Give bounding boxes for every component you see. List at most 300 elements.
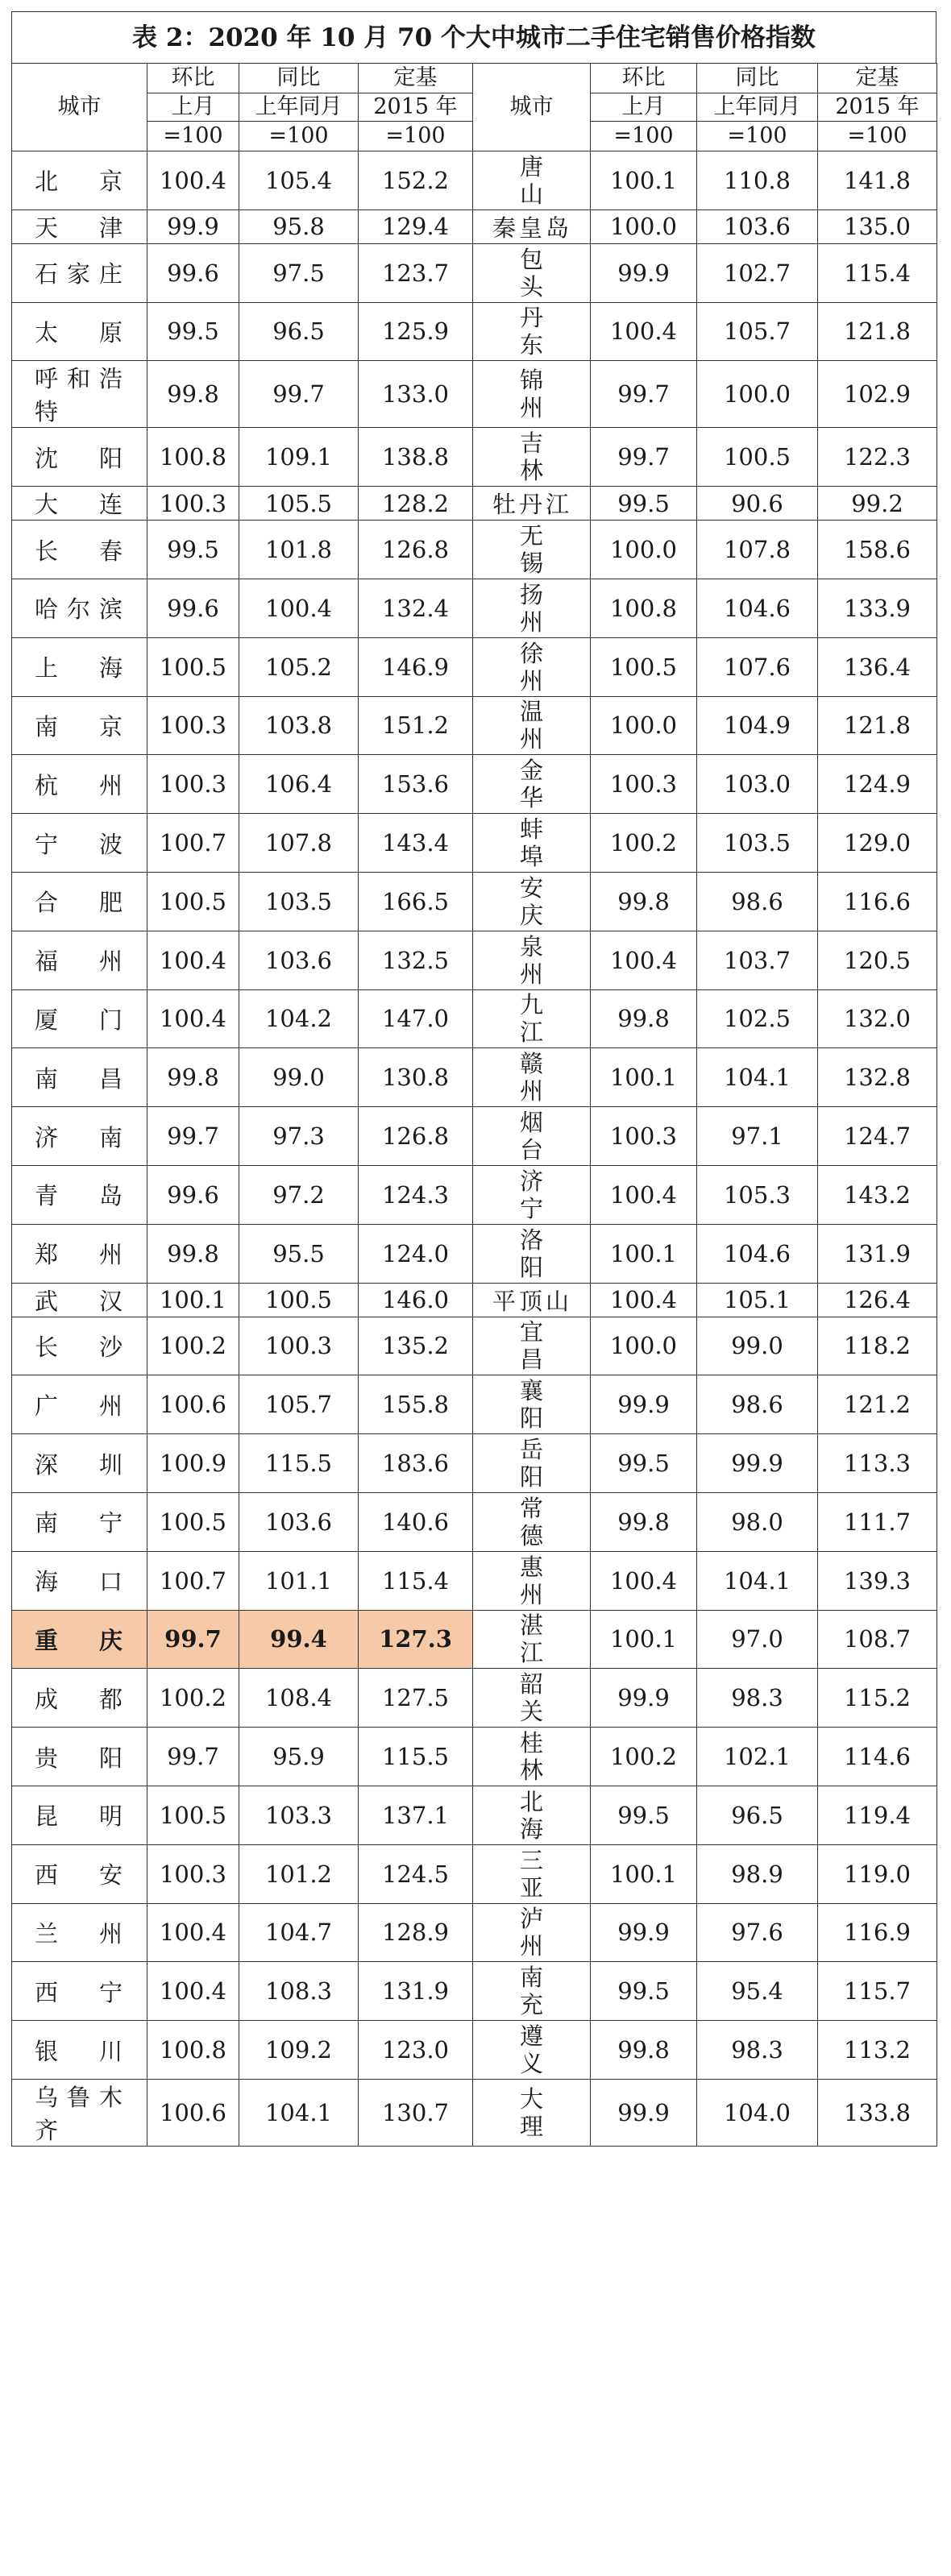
table-row xyxy=(12,931,937,989)
city-name-left: 长沙 xyxy=(12,1317,147,1375)
city-name-left: 哈尔滨 xyxy=(12,579,147,637)
base-value-right: 124.9 xyxy=(818,755,937,814)
yoy-value-right: 104.9 xyxy=(697,696,818,755)
base-value-left: 183.6 xyxy=(359,1434,473,1493)
mom-value-left: 99.8 xyxy=(147,1224,239,1283)
city-name-text: 济宁 xyxy=(519,1167,543,1222)
base-value-right: 113.2 xyxy=(818,2021,937,2080)
yoy-value-right: 97.0 xyxy=(697,1610,818,1669)
header-yoy-sub1-left: 上年同月 xyxy=(239,93,359,122)
city-name-text: 唐山 xyxy=(519,152,543,208)
city-name-left: 广州 xyxy=(12,1375,147,1434)
city-name-right xyxy=(473,1669,591,1728)
mom-value-right: 99.5 xyxy=(591,1786,697,1844)
base-value-right: 113.3 xyxy=(818,1434,937,1493)
base-value-left: 124.3 xyxy=(359,1165,473,1224)
document-sheet xyxy=(11,11,936,2564)
city-name-left: 厦门 xyxy=(12,989,147,1048)
table-row xyxy=(12,1962,937,2021)
yoy-value-left: 109.1 xyxy=(239,428,359,487)
mom-value-right: 100.1 xyxy=(591,1224,697,1283)
city-name-left: 南宁 xyxy=(12,1492,147,1551)
city-name-text: 蚌埠 xyxy=(519,815,543,871)
mom-value-left: 99.7 xyxy=(147,1610,239,1669)
mom-value-right: 100.4 xyxy=(591,1551,697,1610)
city-name-right xyxy=(473,243,591,302)
mom-value-right: 100.4 xyxy=(591,1283,697,1317)
mom-value-right: 99.5 xyxy=(591,487,697,521)
city-name-right xyxy=(473,1492,591,1551)
yoy-value-left: 105.4 xyxy=(239,151,359,210)
city-name-left: 重庆 xyxy=(12,1610,147,1669)
header-yoy-sub1-right: 上年同月 xyxy=(697,93,818,122)
yoy-value-left: 95.8 xyxy=(239,209,359,243)
header-base-sub1-right: 2015 年 xyxy=(818,93,937,122)
mom-value-left: 99.6 xyxy=(147,243,239,302)
city-name-left: 福州 xyxy=(12,931,147,989)
base-value-left: 138.8 xyxy=(359,428,473,487)
table-row xyxy=(12,1283,937,1317)
base-value-right: 124.7 xyxy=(818,1107,937,1166)
mom-value-left: 99.6 xyxy=(147,579,239,637)
city-name-right xyxy=(473,2079,591,2146)
mom-value-right: 99.9 xyxy=(591,1669,697,1728)
city-name-text: 洛阳 xyxy=(519,1226,543,1281)
mom-value-left: 100.5 xyxy=(147,637,239,696)
yoy-value-left: 104.7 xyxy=(239,1903,359,1962)
city-name-left: 深圳 xyxy=(12,1434,147,1493)
table-row xyxy=(12,1434,937,1493)
mom-value-right: 99.7 xyxy=(591,428,697,487)
yoy-value-right: 103.0 xyxy=(697,755,818,814)
header-base-right: 定基 xyxy=(818,64,937,93)
city-name-text: 南充 xyxy=(519,1964,543,2019)
table-row xyxy=(12,521,937,579)
mom-value-left: 100.6 xyxy=(147,1375,239,1434)
yoy-value-right: 107.6 xyxy=(697,637,818,696)
mom-value-left: 100.4 xyxy=(147,151,239,210)
table-row xyxy=(12,814,937,873)
mom-value-left: 99.5 xyxy=(147,521,239,579)
header-yoy-right: 同比 xyxy=(697,64,818,93)
table-row xyxy=(12,243,937,302)
mom-value-right: 100.0 xyxy=(591,521,697,579)
base-value-right: 116.6 xyxy=(818,872,937,931)
yoy-value-right: 97.6 xyxy=(697,1903,818,1962)
city-name-text: 襄阳 xyxy=(519,1377,543,1433)
city-name-text: 泉州 xyxy=(519,932,543,988)
table-row xyxy=(12,1844,937,1903)
header-mom-sub2-right: =100 xyxy=(591,122,697,151)
city-name-text: 大理 xyxy=(519,2084,543,2140)
table-row xyxy=(12,1903,937,1962)
table-row xyxy=(12,1317,937,1375)
yoy-value-right: 104.0 xyxy=(697,2079,818,2146)
city-name-text: 丹东 xyxy=(519,304,543,359)
yoy-value-left: 104.2 xyxy=(239,989,359,1048)
base-value-right: 121.8 xyxy=(818,696,937,755)
base-value-left: 166.5 xyxy=(359,872,473,931)
city-name-right xyxy=(473,302,591,361)
table-row xyxy=(12,361,937,428)
city-name-right: 平顶山 xyxy=(473,1283,591,1317)
table-row xyxy=(12,1610,937,1669)
base-value-right: 131.9 xyxy=(818,1224,937,1283)
base-value-left: 143.4 xyxy=(359,814,473,873)
yoy-value-right: 105.7 xyxy=(697,302,818,361)
city-name-text: 锦州 xyxy=(519,367,543,422)
yoy-value-right: 98.6 xyxy=(697,872,818,931)
base-value-right: 139.3 xyxy=(818,1551,937,1610)
yoy-value-right: 103.7 xyxy=(697,931,818,989)
table-row xyxy=(12,637,937,696)
mom-value-right: 99.9 xyxy=(591,243,697,302)
city-name-text: 金华 xyxy=(519,757,543,812)
city-name-text: 无锡 xyxy=(519,522,543,578)
header-mom-sub1-right: 上月 xyxy=(591,93,697,122)
mom-value-left: 99.6 xyxy=(147,1165,239,1224)
mom-value-right: 100.4 xyxy=(591,302,697,361)
base-value-left: 133.0 xyxy=(359,361,473,428)
base-value-right: 116.9 xyxy=(818,1903,937,1962)
table-row xyxy=(12,2021,937,2080)
mom-value-left: 100.4 xyxy=(147,1903,239,1962)
header-yoy-left: 同比 xyxy=(239,64,359,93)
city-name-right xyxy=(473,1317,591,1375)
city-name-right xyxy=(473,151,591,210)
city-name-text: 湛江 xyxy=(519,1612,543,1667)
header-mom-sub1-left: 上月 xyxy=(147,93,239,122)
yoy-value-left: 101.2 xyxy=(239,1844,359,1903)
table-row xyxy=(12,1224,937,1283)
table-row xyxy=(12,1048,937,1107)
base-value-left: 124.5 xyxy=(359,1844,473,1903)
base-value-right: 111.7 xyxy=(818,1492,937,1551)
yoy-value-left: 115.5 xyxy=(239,1434,359,1493)
yoy-value-right: 105.3 xyxy=(697,1165,818,1224)
city-name-left: 兰州 xyxy=(12,1903,147,1962)
table-row xyxy=(12,487,937,521)
city-name-left: 杭州 xyxy=(12,755,147,814)
mom-value-right: 100.1 xyxy=(591,1048,697,1107)
header-yoy-sub2-left: =100 xyxy=(239,122,359,151)
mom-value-left: 100.5 xyxy=(147,1786,239,1844)
yoy-value-right: 103.6 xyxy=(697,209,818,243)
city-name-left: 石家庄 xyxy=(12,243,147,302)
yoy-value-right: 104.6 xyxy=(697,579,818,637)
table-row xyxy=(12,579,937,637)
mom-value-right: 100.0 xyxy=(591,1317,697,1375)
base-value-right: 115.2 xyxy=(818,1669,937,1728)
base-value-right: 126.4 xyxy=(818,1283,937,1317)
base-value-right: 99.2 xyxy=(818,487,937,521)
city-name-left: 武汉 xyxy=(12,1283,147,1317)
city-name-right xyxy=(473,1903,591,1962)
city-name-text: 遵义 xyxy=(519,2022,543,2077)
yoy-value-left: 106.4 xyxy=(239,755,359,814)
yoy-value-left: 101.1 xyxy=(239,1551,359,1610)
city-name-right xyxy=(473,696,591,755)
yoy-value-left: 103.6 xyxy=(239,931,359,989)
city-name-right xyxy=(473,521,591,579)
table-row xyxy=(12,2079,937,2146)
mom-value-right: 100.4 xyxy=(591,931,697,989)
yoy-value-right: 99.9 xyxy=(697,1434,818,1493)
table-row xyxy=(12,209,937,243)
base-value-right: 120.5 xyxy=(818,931,937,989)
base-value-left: 135.2 xyxy=(359,1317,473,1375)
table-row xyxy=(12,428,937,487)
yoy-value-right: 98.3 xyxy=(697,1669,818,1728)
mom-value-right: 99.9 xyxy=(591,1375,697,1434)
city-name-left: 长春 xyxy=(12,521,147,579)
yoy-value-right: 99.0 xyxy=(697,1317,818,1375)
base-value-left: 128.9 xyxy=(359,1903,473,1962)
mom-value-left: 100.2 xyxy=(147,1669,239,1728)
table-row xyxy=(12,1551,937,1610)
base-value-left: 130.7 xyxy=(359,2079,473,2146)
mom-value-left: 100.4 xyxy=(147,931,239,989)
city-name-text: 吉林 xyxy=(519,429,543,485)
yoy-value-left: 108.3 xyxy=(239,1962,359,2021)
header-base-sub2-left: =100 xyxy=(359,122,473,151)
yoy-value-left: 105.5 xyxy=(239,487,359,521)
city-name-right xyxy=(473,579,591,637)
base-value-right: 108.7 xyxy=(818,1610,937,1669)
mom-value-right: 100.3 xyxy=(591,755,697,814)
header-city-left: 城市 xyxy=(12,64,147,151)
base-value-left: 130.8 xyxy=(359,1048,473,1107)
city-name-text: 岳阳 xyxy=(519,1436,543,1491)
mom-value-right: 100.8 xyxy=(591,579,697,637)
city-name-left: 合肥 xyxy=(12,872,147,931)
base-value-right: 115.4 xyxy=(818,243,937,302)
yoy-value-left: 95.5 xyxy=(239,1224,359,1283)
base-value-left: 123.7 xyxy=(359,243,473,302)
city-name-text: 温州 xyxy=(519,698,543,753)
table-row xyxy=(12,151,937,210)
mom-value-left: 99.9 xyxy=(147,209,239,243)
city-name-left: 成都 xyxy=(12,1669,147,1728)
base-value-left: 152.2 xyxy=(359,151,473,210)
mom-value-left: 100.9 xyxy=(147,1434,239,1493)
price-index-table xyxy=(11,63,937,2147)
city-name-text: 惠州 xyxy=(519,1553,543,1608)
city-name-left: 呼和浩特 xyxy=(12,361,147,428)
mom-value-left: 100.1 xyxy=(147,1283,239,1317)
city-name-left: 北京 xyxy=(12,151,147,210)
yoy-value-left: 100.4 xyxy=(239,579,359,637)
header-base-sub1-left: 2015 年 xyxy=(359,93,473,122)
city-name-text: 徐州 xyxy=(519,639,543,695)
yoy-value-right: 104.6 xyxy=(697,1224,818,1283)
base-value-right: 132.0 xyxy=(818,989,937,1048)
yoy-value-right: 104.1 xyxy=(697,1048,818,1107)
yoy-value-left: 105.7 xyxy=(239,1375,359,1434)
city-name-right xyxy=(473,1610,591,1669)
city-name-left: 大连 xyxy=(12,487,147,521)
yoy-value-left: 99.0 xyxy=(239,1048,359,1107)
base-value-left: 146.0 xyxy=(359,1283,473,1317)
city-name-right: 牡丹江 xyxy=(473,487,591,521)
yoy-value-right: 105.1 xyxy=(697,1283,818,1317)
city-name-left: 南京 xyxy=(12,696,147,755)
base-value-left: 137.1 xyxy=(359,1786,473,1844)
base-value-left: 128.2 xyxy=(359,487,473,521)
header-mom-sub2-left: =100 xyxy=(147,122,239,151)
yoy-value-right: 102.7 xyxy=(697,243,818,302)
base-value-left: 129.4 xyxy=(359,209,473,243)
city-name-left: 沈阳 xyxy=(12,428,147,487)
base-value-right: 121.8 xyxy=(818,302,937,361)
city-name-right xyxy=(473,2021,591,2080)
mom-value-right: 99.8 xyxy=(591,872,697,931)
mom-value-right: 99.9 xyxy=(591,2079,697,2146)
mom-value-left: 100.8 xyxy=(147,428,239,487)
table-row xyxy=(12,1107,937,1166)
header-base-left: 定基 xyxy=(359,64,473,93)
city-name-right xyxy=(473,755,591,814)
city-name-right: 秦皇岛 xyxy=(473,209,591,243)
city-name-left: 青岛 xyxy=(12,1165,147,1224)
table-title: 表 2：2020 年 10 月 70 个大中城市二手住宅销售价格指数 xyxy=(11,11,936,63)
base-value-left: 127.3 xyxy=(359,1610,473,1669)
yoy-value-left: 107.8 xyxy=(239,814,359,873)
city-name-right xyxy=(473,361,591,428)
base-value-right: 114.6 xyxy=(818,1728,937,1786)
base-value-right: 133.8 xyxy=(818,2079,937,2146)
mom-value-right: 99.7 xyxy=(591,361,697,428)
mom-value-right: 99.8 xyxy=(591,1492,697,1551)
yoy-value-right: 107.8 xyxy=(697,521,818,579)
city-name-left: 昆明 xyxy=(12,1786,147,1844)
yoy-value-left: 103.5 xyxy=(239,872,359,931)
base-value-left: 126.8 xyxy=(359,521,473,579)
city-name-left: 郑州 xyxy=(12,1224,147,1283)
yoy-value-right: 90.6 xyxy=(697,487,818,521)
base-value-left: 131.9 xyxy=(359,1962,473,2021)
base-value-right: 135.0 xyxy=(818,209,937,243)
yoy-value-right: 100.0 xyxy=(697,361,818,428)
base-value-right: 119.0 xyxy=(818,1844,937,1903)
base-value-left: 124.0 xyxy=(359,1224,473,1283)
city-name-text: 桂林 xyxy=(519,1729,543,1785)
mom-value-left: 100.2 xyxy=(147,1317,239,1375)
mom-value-left: 100.6 xyxy=(147,2079,239,2146)
city-name-left: 太原 xyxy=(12,302,147,361)
city-name-text: 安庆 xyxy=(519,873,543,929)
mom-value-left: 100.3 xyxy=(147,487,239,521)
yoy-value-left: 97.3 xyxy=(239,1107,359,1166)
mom-value-left: 99.8 xyxy=(147,1048,239,1107)
table-body xyxy=(12,151,937,2147)
base-value-right: 122.3 xyxy=(818,428,937,487)
city-name-right xyxy=(473,989,591,1048)
mom-value-left: 100.3 xyxy=(147,755,239,814)
city-name-left: 上海 xyxy=(12,637,147,696)
city-name-text: 宜昌 xyxy=(519,1318,543,1374)
city-name-left: 海口 xyxy=(12,1551,147,1610)
city-name-left: 天津 xyxy=(12,209,147,243)
city-name-left: 西安 xyxy=(12,1844,147,1903)
city-name-right xyxy=(473,1551,591,1610)
mom-value-right: 99.9 xyxy=(591,1903,697,1962)
base-value-right: 158.6 xyxy=(818,521,937,579)
table-row xyxy=(12,872,937,931)
city-name-text: 包头 xyxy=(519,245,543,301)
city-name-right xyxy=(473,872,591,931)
mom-value-right: 100.2 xyxy=(591,1728,697,1786)
city-name-right xyxy=(473,1048,591,1107)
city-name-text: 扬州 xyxy=(519,580,543,636)
mom-value-right: 99.8 xyxy=(591,989,697,1048)
city-name-right xyxy=(473,1107,591,1166)
base-value-right: 115.7 xyxy=(818,1962,937,2021)
base-value-right: 119.4 xyxy=(818,1786,937,1844)
yoy-value-left: 103.3 xyxy=(239,1786,359,1844)
yoy-value-right: 103.5 xyxy=(697,814,818,873)
mom-value-right: 100.1 xyxy=(591,1610,697,1669)
header-yoy-sub2-right: =100 xyxy=(697,122,818,151)
yoy-value-right: 102.5 xyxy=(697,989,818,1048)
base-value-right: 143.2 xyxy=(818,1165,937,1224)
mom-value-right: 99.8 xyxy=(591,2021,697,2080)
yoy-value-left: 105.2 xyxy=(239,637,359,696)
yoy-value-left: 99.7 xyxy=(239,361,359,428)
base-value-right: 129.0 xyxy=(818,814,937,873)
yoy-value-left: 95.9 xyxy=(239,1728,359,1786)
base-value-right: 141.8 xyxy=(818,151,937,210)
city-name-right xyxy=(473,1224,591,1283)
base-value-right: 102.9 xyxy=(818,361,937,428)
city-name-text: 三亚 xyxy=(519,1846,543,1902)
yoy-value-left: 100.3 xyxy=(239,1317,359,1375)
yoy-value-left: 96.5 xyxy=(239,302,359,361)
base-value-left: 146.9 xyxy=(359,637,473,696)
base-value-left: 127.5 xyxy=(359,1669,473,1728)
mom-value-left: 100.8 xyxy=(147,2021,239,2080)
city-name-right xyxy=(473,1375,591,1434)
city-name-right xyxy=(473,931,591,989)
yoy-value-left: 109.2 xyxy=(239,2021,359,2080)
yoy-value-right: 98.9 xyxy=(697,1844,818,1903)
base-value-left: 147.0 xyxy=(359,989,473,1048)
city-name-left: 西宁 xyxy=(12,1962,147,2021)
mom-value-left: 100.7 xyxy=(147,814,239,873)
yoy-value-right: 102.1 xyxy=(697,1728,818,1786)
mom-value-left: 100.7 xyxy=(147,1551,239,1610)
yoy-value-right: 98.6 xyxy=(697,1375,818,1434)
city-name-text: 北海 xyxy=(519,1787,543,1843)
base-value-left: 125.9 xyxy=(359,302,473,361)
base-value-right: 133.9 xyxy=(818,579,937,637)
table-row xyxy=(12,1728,937,1786)
city-name-left: 乌鲁木齐 xyxy=(12,2079,147,2146)
yoy-value-right: 100.5 xyxy=(697,428,818,487)
base-value-left: 153.6 xyxy=(359,755,473,814)
table-row xyxy=(12,1375,937,1434)
mom-value-right: 99.5 xyxy=(591,1962,697,2021)
yoy-value-left: 101.8 xyxy=(239,521,359,579)
yoy-value-right: 96.5 xyxy=(697,1786,818,1844)
table-header xyxy=(12,64,937,151)
mom-value-right: 99.5 xyxy=(591,1434,697,1493)
city-name-text: 韶关 xyxy=(519,1670,543,1726)
base-value-left: 140.6 xyxy=(359,1492,473,1551)
city-name-right xyxy=(473,1434,591,1493)
mom-value-left: 100.5 xyxy=(147,1492,239,1551)
table-row xyxy=(12,989,937,1048)
